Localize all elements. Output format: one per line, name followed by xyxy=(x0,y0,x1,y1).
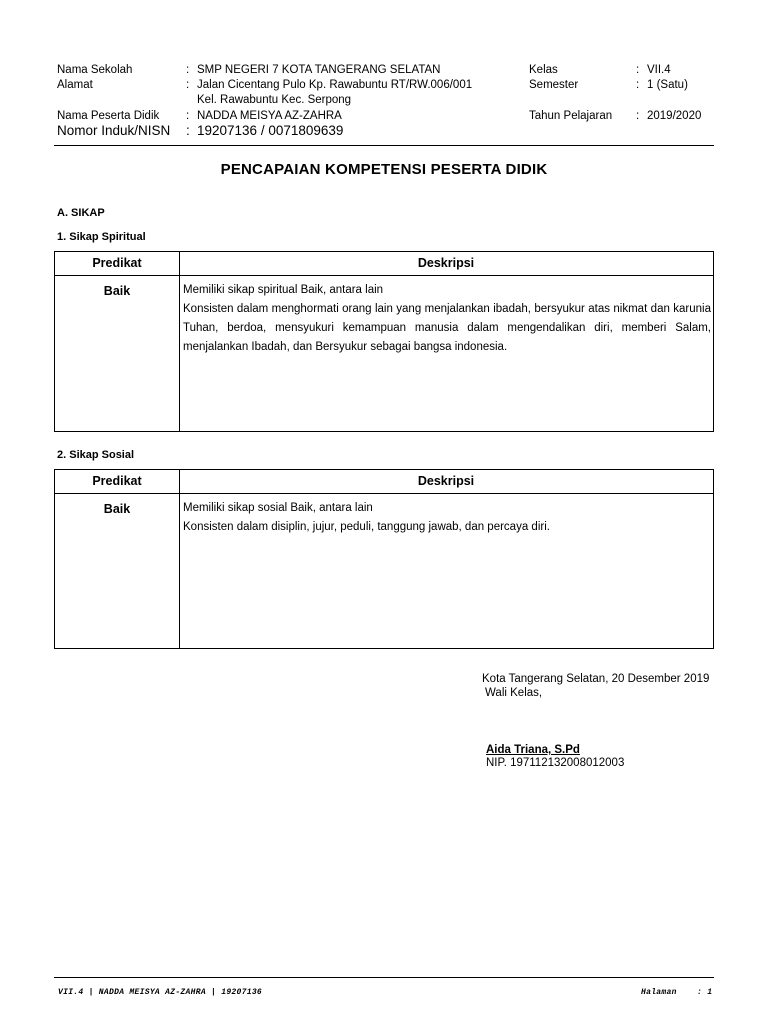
header-divider xyxy=(54,145,714,146)
footer-info: VII.4 | NADDA MEISYA AZ-ZAHRA | 19207136 xyxy=(58,988,263,997)
colon: : xyxy=(636,110,640,122)
school-label: Nama Sekolah xyxy=(57,64,133,76)
address-label: Alamat xyxy=(57,79,93,91)
address-line-2: Kel. Rawabuntu Kec. Serpong xyxy=(197,94,352,106)
student-value: NADDA MEISYA AZ-ZAHRA xyxy=(197,110,342,122)
spiritual-predikat: Baik xyxy=(103,284,131,298)
sosial-predikat: Baik xyxy=(103,502,131,516)
student-label: Nama Peserta Didik xyxy=(57,110,160,122)
signer-name: Aida Triana, S.Pd xyxy=(486,744,580,756)
class-label: Kelas xyxy=(529,64,558,76)
nisn-value: 19207136 / 0071809639 xyxy=(197,123,344,138)
page-label: Halaman xyxy=(641,988,677,997)
sosial-heading: 2. Sikap Sosial xyxy=(57,449,135,461)
colon: : xyxy=(186,110,190,122)
spiritual-description xyxy=(183,281,711,357)
address-line-1: Jalan Cicentang Pulo Kp. Rawabuntu RT/RW.006/001 xyxy=(197,79,473,91)
year-label: Tahun Pelajaran xyxy=(529,110,613,122)
col-deskripsi: Deskripsi xyxy=(179,252,713,276)
year-value: 2019/2020 xyxy=(647,110,702,122)
colon: : xyxy=(636,64,640,76)
school-value: SMP NEGERI 7 KOTA TANGERANG SELATAN xyxy=(197,64,441,76)
col-predikat: Predikat xyxy=(55,252,179,276)
semester-label: Semester xyxy=(529,79,579,91)
spiritual-table xyxy=(54,251,714,432)
col-deskripsi: Deskripsi xyxy=(179,470,713,494)
sosial-body: Konsisten dalam disiplin, jujur, peduli, tanggung jawab, dan percaya diri. xyxy=(183,521,550,533)
section-a-heading: A. SIKAP xyxy=(57,207,105,219)
page-number: : 1 xyxy=(697,988,713,997)
column-divider xyxy=(179,252,180,431)
spiritual-body: Konsisten dalam menghormati orang lain yang menjalankan ibadah, bersyukur atas nikmat dan karunia Tuhan, berdoa, mensyukuri kemampuan manusia dalam mengendalikan diri, memberi Salam, menjalankan Ibadah, dan Bersyukur sebagai bangsa indonesia. xyxy=(183,303,711,353)
spiritual-intro: Memiliki sikap spiritual Baik, antara lain xyxy=(183,284,384,296)
page-title: PENCAPAIAN KOMPETENSI PESERTA DIDIK xyxy=(220,161,548,178)
signer-nip: NIP. 197112132008012003 xyxy=(486,757,625,769)
colon: : xyxy=(186,79,190,91)
col-predikat: Predikat xyxy=(55,470,179,494)
sosial-intro: Memiliki sikap sosial Baik, antara lain xyxy=(183,502,373,514)
colon: : xyxy=(186,123,190,138)
class-value: VII.4 xyxy=(647,64,671,76)
place-date: Kota Tangerang Selatan, 20 Desember 2019 xyxy=(482,673,710,685)
column-divider xyxy=(179,470,180,648)
footer-divider xyxy=(54,977,714,978)
colon: : xyxy=(186,64,190,76)
sosial-table xyxy=(54,469,714,649)
semester-value: 1 (Satu) xyxy=(647,79,688,91)
sosial-description xyxy=(183,499,711,537)
nisn-label: Nomor Induk/NISN xyxy=(57,123,171,138)
spiritual-heading: 1. Sikap Spiritual xyxy=(57,231,146,243)
signer-role: Wali Kelas, xyxy=(485,687,543,699)
colon: : xyxy=(636,79,640,91)
